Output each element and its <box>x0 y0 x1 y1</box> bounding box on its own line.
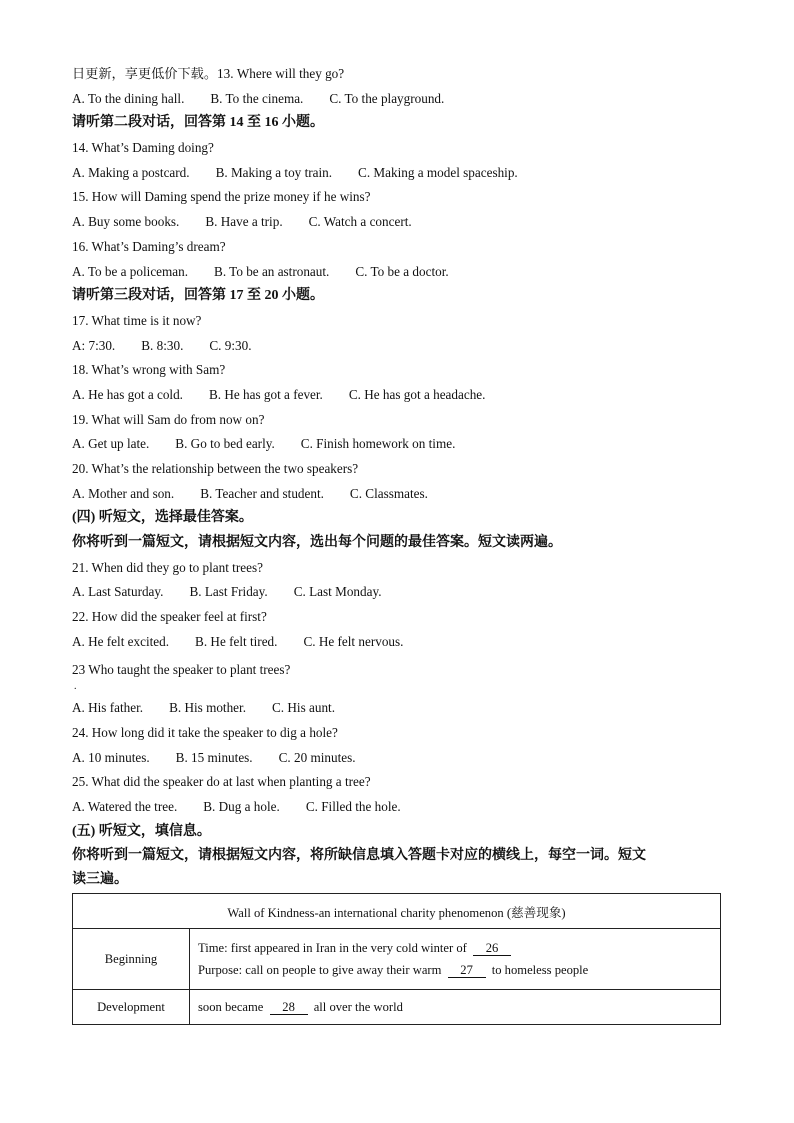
option-b: B. Making a toy train. <box>215 164 333 180</box>
option-c: C. Classmates. <box>349 485 428 501</box>
option-c: C. He has got a headache. <box>348 386 486 402</box>
question-23: 23 Who taught the speaker to plant trees? <box>72 661 291 677</box>
option-b: B. Go to bed early. <box>175 436 275 452</box>
options-19 <box>72 432 722 457</box>
options-13 <box>72 87 722 112</box>
row-label-beginning: Beginning <box>73 929 190 990</box>
option-c: C. 20 minutes. <box>278 749 356 765</box>
section-instruction-part-4: 你将听到一篇短文，请根据短文内容，选出每个问题的最佳答案。短文读两遍。 <box>72 535 562 551</box>
table-title-row <box>73 894 721 929</box>
option-c: C. To be a doctor. <box>355 263 449 279</box>
option-b: B. 15 minutes. <box>175 749 253 765</box>
option-c: C. To the playground. <box>329 90 445 106</box>
table-row-beginning <box>73 929 721 990</box>
question-13: 日更新，享更低价下载。13. Where will they go? <box>72 66 345 81</box>
question-18: 18. What’s wrong with Sam? <box>72 362 226 378</box>
option-a: A. 10 minutes. <box>72 749 150 765</box>
row-content-beginning <box>190 929 721 990</box>
option-a: A. Making a postcard. <box>72 164 190 180</box>
options-25 <box>72 795 722 820</box>
question-content <box>72 62 722 891</box>
option-a: A. To be a policeman. <box>72 263 189 279</box>
options-21 <box>72 580 722 605</box>
option-c: C. He felt nervous. <box>303 633 404 649</box>
option-a: A. Buy some books. <box>72 214 180 230</box>
section-instruction-part-5-cont: 读三遍。 <box>72 872 128 887</box>
section-instruction-part-5: 你将听到一篇短文，请根据短文内容，将所缺信息填入答题卡对应的横线上，每空一词。短文 <box>72 848 646 864</box>
time-line <box>198 937 712 959</box>
section-heading-part-5: (五) 听短文，填信息。 <box>72 823 211 839</box>
option-c: C. Last Monday. <box>293 584 382 600</box>
blank-28: 28 <box>270 1000 308 1015</box>
option-a: A. His father. <box>72 700 144 716</box>
option-a: A. Last Saturday. <box>72 584 164 600</box>
options-16 <box>72 260 722 285</box>
question-19: 19. What will Sam do from now on? <box>72 411 265 427</box>
blank-26: 26 <box>473 941 511 956</box>
options-23 <box>72 696 722 721</box>
option-c: C. Finish homework on time. <box>300 436 456 452</box>
option-c: C. 9:30. <box>209 337 252 353</box>
option-c: C. Watch a concert. <box>308 214 412 230</box>
development-text: soon became <box>198 999 264 1014</box>
blank-27: 27 <box>448 963 486 978</box>
option-b: B. He has got a fever. <box>208 386 323 402</box>
time-text: Time: first appeared in Iran in the very cold winter of <box>198 941 467 955</box>
question-17: 17. What time is it now? <box>72 312 202 328</box>
option-b: B. Last Friday. <box>189 584 268 600</box>
question-20: 20. What’s the relationship between the two speakers? <box>72 461 359 476</box>
option-a: A. To the dining hall. <box>72 90 185 106</box>
options-24 <box>72 746 722 771</box>
option-b: B. 8:30. <box>141 337 184 353</box>
options-18 <box>72 383 722 408</box>
question-24: 24. How long did it take the speaker to dig a hole? <box>72 724 338 740</box>
option-b: B. To be an astronaut. <box>214 263 330 279</box>
section-heading-part-4: (四) 听短文，选择最佳答案。 <box>72 510 253 526</box>
option-a: A. He felt excited. <box>72 633 170 649</box>
section-heading-dialogue-2: 请听第二段对话，回答第 14 至 16 小题。 <box>72 115 324 131</box>
options-14 <box>72 161 722 186</box>
row-label-development: Development <box>73 990 190 1025</box>
option-c: C. His aunt. <box>272 700 336 716</box>
options-22 <box>72 630 722 655</box>
question-21: 21. When did they go to plant trees? <box>72 559 263 575</box>
question-16: 16. What’s Daming’s dream? <box>72 238 226 254</box>
option-a: A. Get up late. <box>72 436 150 452</box>
option-a: A. Mother and son. <box>72 485 175 501</box>
question-15: 15. How will Daming spend the prize money if he wins? <box>72 189 371 205</box>
option-b: B. Teacher and student. <box>200 485 324 501</box>
option-b: B. He felt tired. <box>195 633 278 649</box>
options-20 <box>72 482 722 507</box>
row-content-development <box>190 990 721 1025</box>
option-a: A: 7:30. <box>72 337 116 353</box>
question-14: 14. What’s Daming doing? <box>72 140 214 156</box>
table-row-development <box>73 990 721 1025</box>
option-c: C. Filled the hole. <box>305 798 401 814</box>
purpose-text: Purpose: call on people to give away their warm <box>198 963 442 977</box>
stray-dot: . <box>74 681 77 693</box>
development-text-end: all over the world <box>313 999 403 1014</box>
option-a: A. He has got a cold. <box>72 386 183 402</box>
option-b: B. Have a trip. <box>205 214 283 230</box>
option-a: A. Watered the tree. <box>72 798 178 814</box>
option-b: B. To the cinema. <box>210 90 304 106</box>
options-17 <box>72 334 722 359</box>
table-title: Wall of Kindness-an international charity phenomenon (慈善现象) <box>73 894 721 929</box>
options-15 <box>72 210 722 235</box>
purpose-line <box>198 959 712 981</box>
question-25: 25. What did the speaker do at last when planting a tree? <box>72 774 371 790</box>
option-b: B. His mother. <box>169 700 246 716</box>
info-table <box>72 893 721 1025</box>
purpose-text-end: to homeless people <box>491 963 589 977</box>
section-heading-dialogue-3: 请听第三段对话，回答第 17 至 20 小题。 <box>72 288 324 304</box>
question-22: 22. How did the speaker feel at first? <box>72 609 267 625</box>
option-c: C. Making a model spaceship. <box>358 164 518 180</box>
option-b: B. Dug a hole. <box>203 798 280 814</box>
